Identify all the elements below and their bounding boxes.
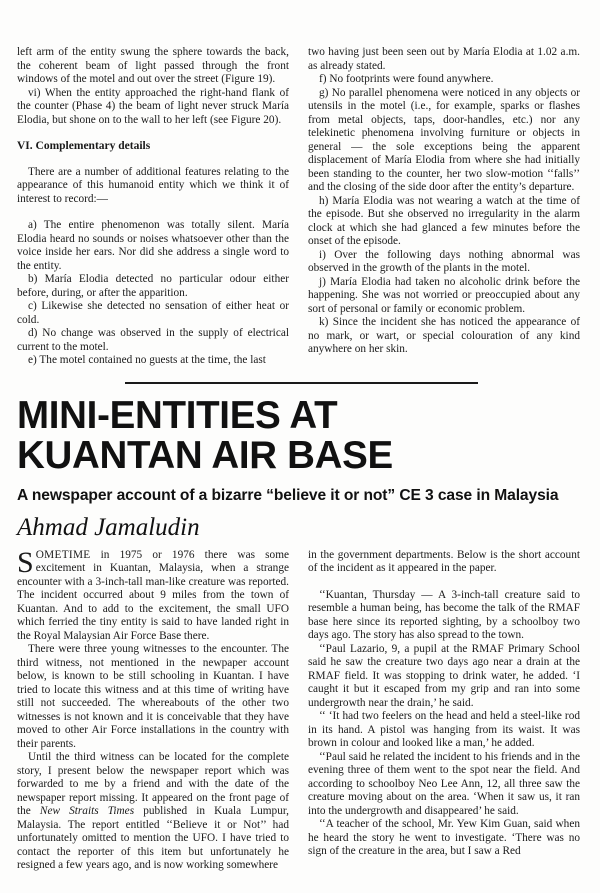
list-item: c) Likewise she detected no sensation of either heat or cold. (17, 300, 289, 326)
paragraph: in the government departments. Below is the short account of the incident as it appeared in the paper. (308, 548, 580, 574)
list-item: k) Since the incident she has noticed the appearance of no mark, or wart, or special colouration of any kind anywhere on her skin. (308, 316, 580, 355)
quote-paragraph: ‘‘A teacher of the school, Mr. Yew Kim Guan, said when he heard the story he went to investigate. ‘There was no sign of the creature in the area, but I saw a Red (308, 818, 580, 857)
paragraph: There are a number of additional features relating to the appearance of this humanoid entity which we think it of interest to record:— (17, 165, 289, 205)
quote-paragraph: ‘‘Kuantan, Thursday — A 3-inch-tall creature said to resemble a human being, has become the talk of the RMAF base here since its reported sighting, by a schoolboy two days ago. The story has also spread to the town. (308, 588, 580, 641)
article-left-column (17, 545, 289, 873)
article-author: Ahmad Jamaludin (17, 513, 200, 541)
continuation-section (17, 46, 580, 368)
list-item: f) No footprints were found anywhere. (319, 73, 494, 85)
paragraph-text: Until the third witness can be located for the complete story, I present below the newspaper report which was forwarded to me by a friend and with the date of the newspaper report missing. It appeared on the front page of the (17, 751, 289, 817)
lead-word: OMETIME (35, 548, 91, 561)
list-item: d) No change was observed in the supply of electrical current to the motel. (17, 327, 289, 353)
list-item: g) No parallel phenomena were noticed in any objects or utensils in the motel (i.e., for example, sparks or flashes from metal objects, taps, door-handles, etc.) nor any telekinetic phenomena involving furniture or objects in general — the sole exceptions being the apparent displacement of María Elodia from where she had initially been standing to the counter, her two slow-motion ‘‘falls’’ and the closing of the side door after the entity’s departure. (308, 86, 580, 193)
paragraph-text: published in Kuala Lumpur, Malaysia. The report entitled ‘‘Believe it or Not’’ had unfortunately omitted to mention the UFO. I have tried to contact the reporter of this item but unfortunately he resigned a few years ago, and is now working somewhere (17, 805, 289, 871)
article-subtitle: A newspaper account of a bizarre “believe it or not” CE 3 case in Malaysia (17, 486, 559, 504)
title-line-2: KUANTAN AIR BASE (17, 433, 393, 477)
continuation-right-column (308, 46, 580, 357)
paragraph: left arm of the entity swung the sphere towards the back, the coherent beam of light passed through the front windows of the motel and out over the street (Figure 19). (17, 46, 289, 85)
title-line-1: MINI-ENTITIES AT (17, 393, 338, 437)
list-item: i) Over the following days nothing abnormal was observed in the growth of the plants in the motel. (308, 248, 580, 274)
section-divider (125, 382, 478, 384)
list-item: a) The entire phenomenon was totally silent. María Elodia heard no sounds or noises whatsoever other than the voice inside her ears. Nor did she address a single word to the entity. (17, 219, 289, 272)
paragraph: two having just been seen out by María Elodia at 1.02 a.m. as already stated. (308, 46, 580, 72)
list-item: e) The motel contained no guests at the time, the last (28, 354, 266, 366)
article-title (17, 393, 580, 477)
list-item: b) María Elodia detected no particular odour either before, during, or after the apparition. (17, 273, 289, 299)
quote-paragraph: ‘‘Paul Lazario, 9, a pupil at the RMAF Primary School said he saw the creature two days ago near a drain at the RMAF field. It was stopping to drink water, he added. ‘I caught it but it escaped from my grip and ran into some undergrowth near the drain,’ he said. (308, 642, 580, 709)
paragraph: There were three young witnesses to the encounter. The third witness, not mentioned in the newpaper account below, is known to be still schooling in Kuantan. I have tried to locate this witness and at this time of writing have still not succeeded. The whereabouts of the other two witnesses is not known and it is conceivable that they have moved to other Air Force installations in the country with their parents. (17, 643, 289, 750)
article-right-column (308, 549, 580, 859)
list-item: h) María Elodia was not wearing a watch at the time of the episode. But she observed no irregularity in the alarm clock at which she had glanced a few minutes before the onset of the episode. (308, 194, 580, 247)
quote-paragraph: ‘‘Paul said he related the incident to his friends and in the evening three of them went to the spot near the field. And according to schoolboy Neo Lee Ann, 12, all three saw the creature moving about on the area. ‘When it saw us, it ran into the undergrowth and disappeared’ he said. (308, 750, 580, 817)
paragraph (17, 545, 289, 644)
article-body (17, 545, 580, 873)
paragraph (17, 751, 289, 873)
continuation-left-column (17, 46, 289, 368)
section-heading: VI. Complementary details (17, 140, 151, 152)
list-item: j) María Elodia had taken no alcoholic drink before the happening. She was not worried or preoccupied about any sort of personal or family or economic problem. (308, 275, 580, 315)
publication-name: New Straits Times (39, 805, 135, 817)
paragraph-text: in 1975 or 1976 there was some excitement in Kuantan, Malaysia, when a strange encounter with a 3-inch-tall man-like creature was reported. The incident occurred about 9 miles from the town of Kuantan. And to add to the excitement, the small UFO which ferried the tiny entity is said to have landed right in the Royal Malaysian Air Force Base there. (17, 548, 289, 642)
drop-cap: S (17, 545, 34, 579)
paragraph: vi) When the entity approached the right-hand flank of the counter (Phase 4) the beam of light never struck María Elodia, but shone on to the wall to her left (see Figure 20). (17, 86, 289, 126)
quote-paragraph: ‘‘ ‘It had two feelers on the head and held a steel-like rod in its hand. A pistol was hanging from its waist. It was brown in colour and looked like a man,’ he added. (308, 710, 580, 749)
